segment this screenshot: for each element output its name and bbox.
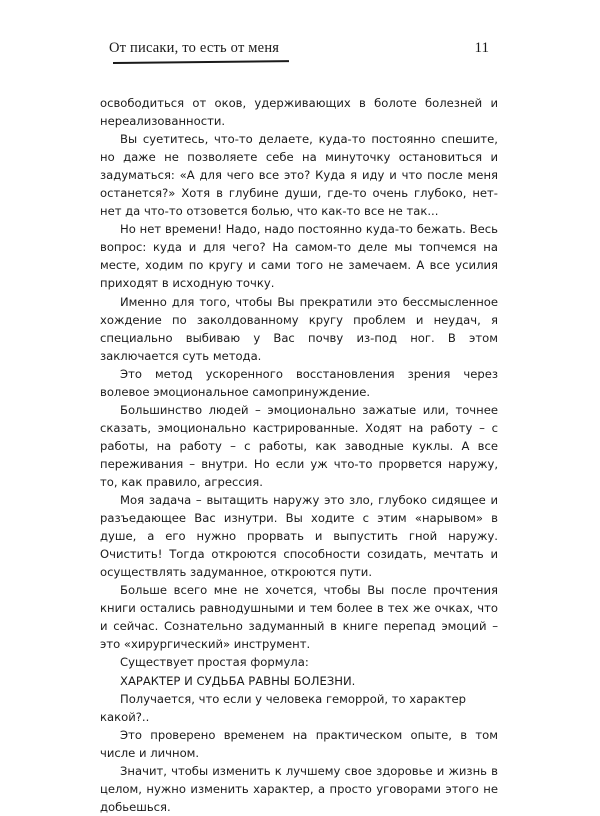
paragraph: Существует простая формула: (120, 655, 309, 670)
paragraph: Моя задача – вытащить наружу это зло, глубоко сидящее и разъедающее Вас изнутри. Вы ходите с этим «нарывом» в душе, а его нужно прорвать и выпустить гной наружу. Очистить! Тогда откроются способности созидать, мечтать и осуществлять задуманное, откроются пути. (100, 493, 498, 580)
body-text (100, 94, 498, 816)
paragraph: Это проверено временем на практическом опыте, в том числе и личном. (100, 727, 498, 760)
running-title: От писаки, то есть от меня (109, 40, 280, 56)
paragraph: Получается, что если у человека геморрой, то характер какой?.. (100, 691, 466, 724)
paragraph: Большинство людей – эмоционально зажатые или, точнее сказать, эмоционально кастрированные. Ходят на работу – с работы, на работу – с работы, как заводные куклы. А все переживания – внутри. Но если уж что-то прорвется наружу, то, как правило, агрессия. (100, 402, 498, 489)
paragraph: Но нет времени! Надо, надо постоянно куда-то бежать. Весь вопрос: куда и для чего? На самом-то деле мы топчемся на месте, ходим по кругу и сами того не замечаем. А все усилия приходят в исходную точку. (100, 222, 498, 291)
paragraph: Вы суетитесь, что-то делаете, куда-то постоянно спешите, но даже не позволяете себе на минуточку остановиться и задуматься: «А для чего все это? Куда я иду и что после меня останется?» Хотя в глубине души, где-то очень глубоко, нет-нет да что-то отзовется болью, что как-то все не так... (100, 132, 498, 219)
paragraph: Больше всего мне не хочется, чтобы Вы после прочтения книги остались равнодушными и тем более в тех же очках, что и сейчас. Сознательно задуманный в книге перепад эмоций – это «хирургический» инструмент. (100, 583, 498, 652)
paragraph: Это метод ускоренного восстановления зрения через волевое эмоциональное самопринуждение. (100, 366, 498, 399)
page-header (109, 40, 489, 70)
header-rule (113, 60, 289, 64)
paragraph: Именно для того, чтобы Вы прекратили это бессмысленное хождение по заколдованному кругу проблем и неудач, я специально выбиваю у Вас почву из-под ног. В этом заключается суть метода. (100, 294, 498, 363)
paragraph: Значит, чтобы изменить к лучшему свое здоровье и жизнь в целом, нужно изменить характер, а просто уговорами этого не добьешься. (100, 763, 498, 814)
formula-heading: ХАРАКТЕР И СУДЬБА РАВНЫ БОЛЕЗНИ. (120, 673, 356, 688)
paragraph: освободиться от оков, удерживающих в болоте болезней и нереализованности. (100, 96, 498, 129)
page-number: 11 (474, 40, 489, 56)
